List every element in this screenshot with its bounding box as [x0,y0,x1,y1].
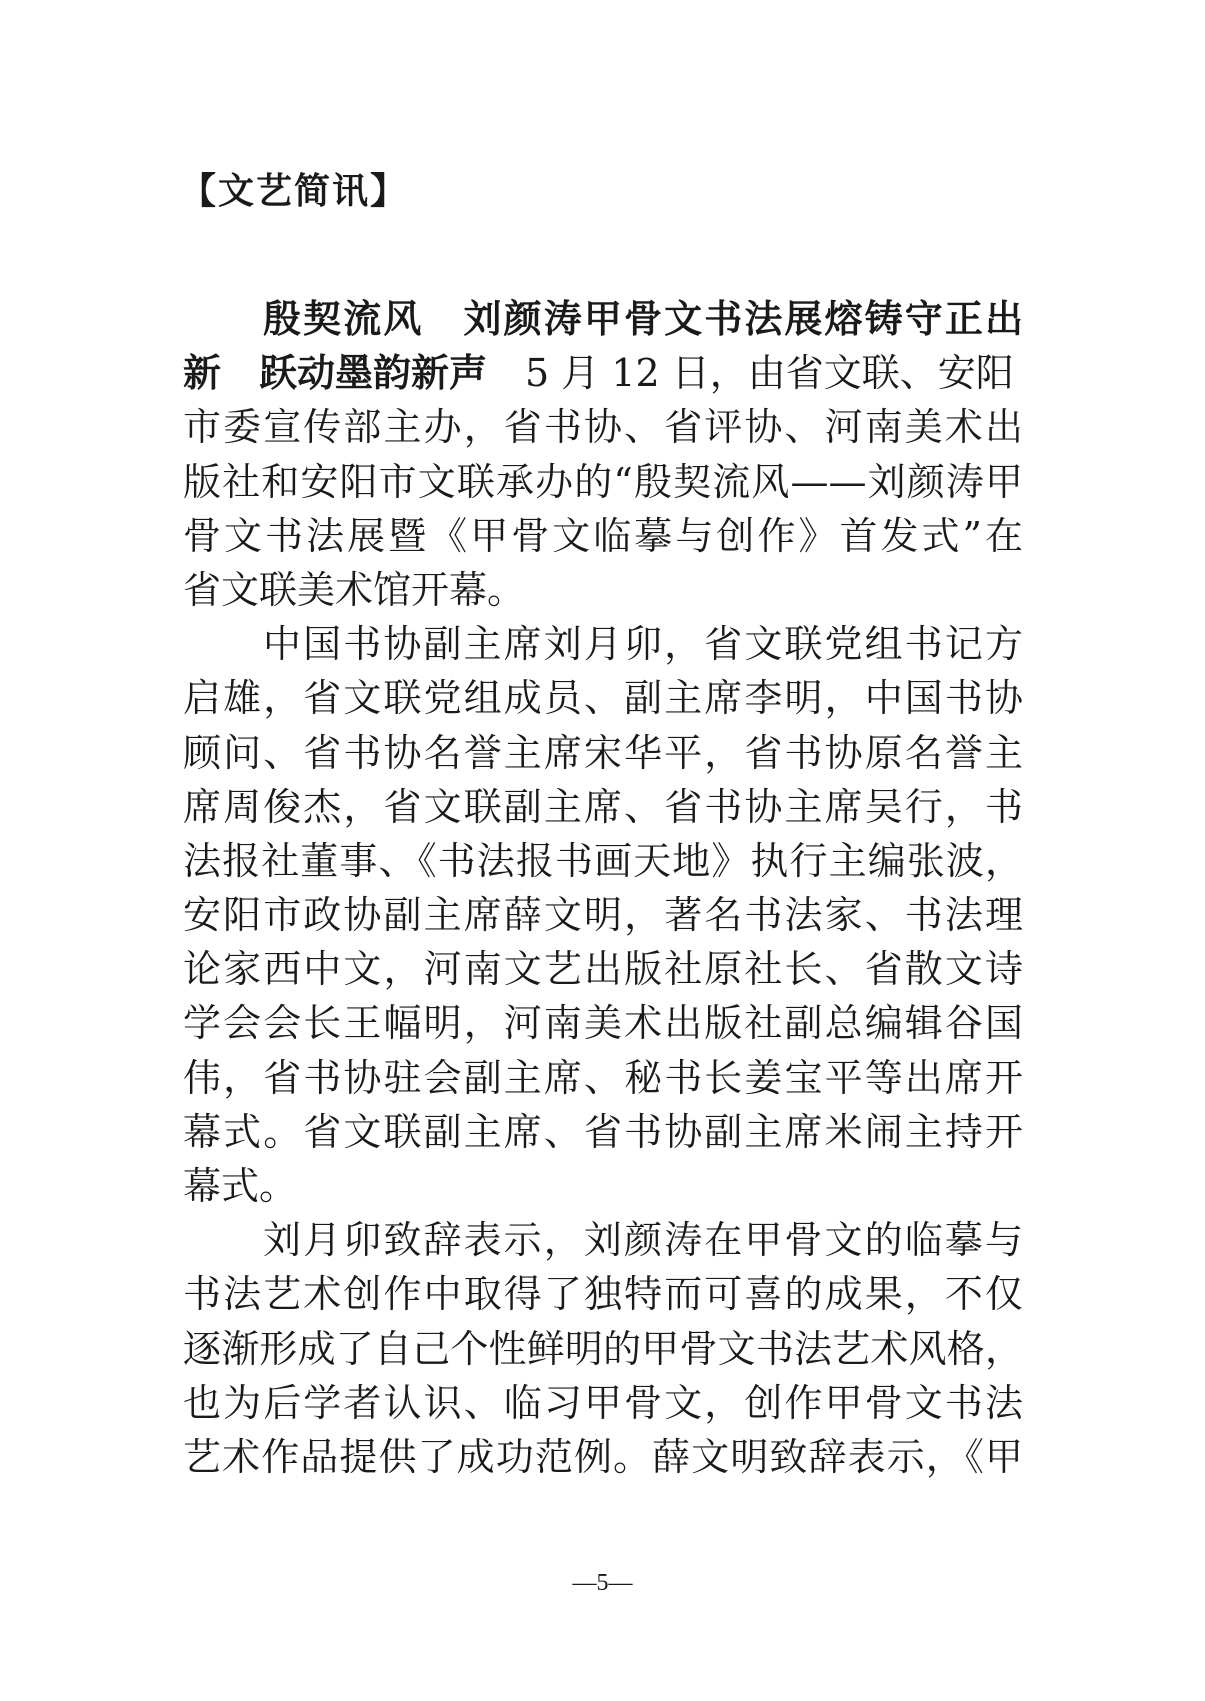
article-line: 5 月 12 日，由省文联、安阳 [487,351,1014,396]
article-line: 幕式。 [183,1164,298,1208]
article-headline-bold: 新 跃动墨韵新声 [183,351,488,396]
article-headline-line-1: 殷契流风 刘颜涛甲骨文书法展熔铸守正出 [263,297,1023,341]
article-line: 论家西中文，河南文艺出版社原社长、省散文诗 [183,947,1023,992]
article-line: 书法艺术创作中取得了独特而可喜的成果，不仅 [183,1272,1023,1317]
page-number: —5— [572,1570,633,1596]
section-heading: 【文艺简讯】 [180,171,409,212]
article-line: 刘月卯致辞表示，刘颜涛在甲骨文的临摹与 [263,1218,1023,1263]
article-line: 市委宣传部主办，省书协、省评协、河南美术出 [183,405,1023,450]
article-line: 顾问、省书协名誉主席宋华平，省书协原名誉主 [183,730,1023,775]
article-line: 艺术作品提供了成功范例。薛文明致辞表示，《甲 [183,1434,1023,1479]
article-line: 伟，省书协驻会副主席、秘书长姜宝平等出席开 [183,1055,1023,1100]
article-line: 省文联美术馆开幕。 [183,567,526,612]
article-line: 安阳市政协副主席薛文明，著名书法家、书法理 [183,893,1023,938]
article-line: 幕式。省文联副主席、省书协副主席米闹主持开 [183,1109,1023,1154]
article-line: 法报社董事、《书法报书画天地》执行主编张波， [183,838,1023,883]
article-line: 骨文书法展暨《甲骨文临摹与创作》首发式”在 [183,513,1023,558]
article-body [183,292,1023,1484]
article-headline-line-2 [183,346,1023,400]
article-line: 中国书协副主席刘月卯，省文联党组书记方 [263,622,1023,667]
article-line: 席周俊杰，省文联副主席、省书协主席吴行，书 [183,784,1023,829]
article-line: 也为后学者认识、临习甲骨文，创作甲骨文书法 [183,1380,1023,1425]
article-line: 版社和安阳市文联承办的“殷契流风——刘颜涛甲 [183,459,1023,504]
article-line: 逐渐形成了自己个性鲜明的甲骨文书法艺术风格， [183,1326,1023,1371]
article-line: 启雄，省文联党组成员、副主席李明，中国书协 [183,676,1023,721]
article-line: 学会会长王幅明，河南美术出版社副总编辑谷国 [183,1001,1023,1046]
